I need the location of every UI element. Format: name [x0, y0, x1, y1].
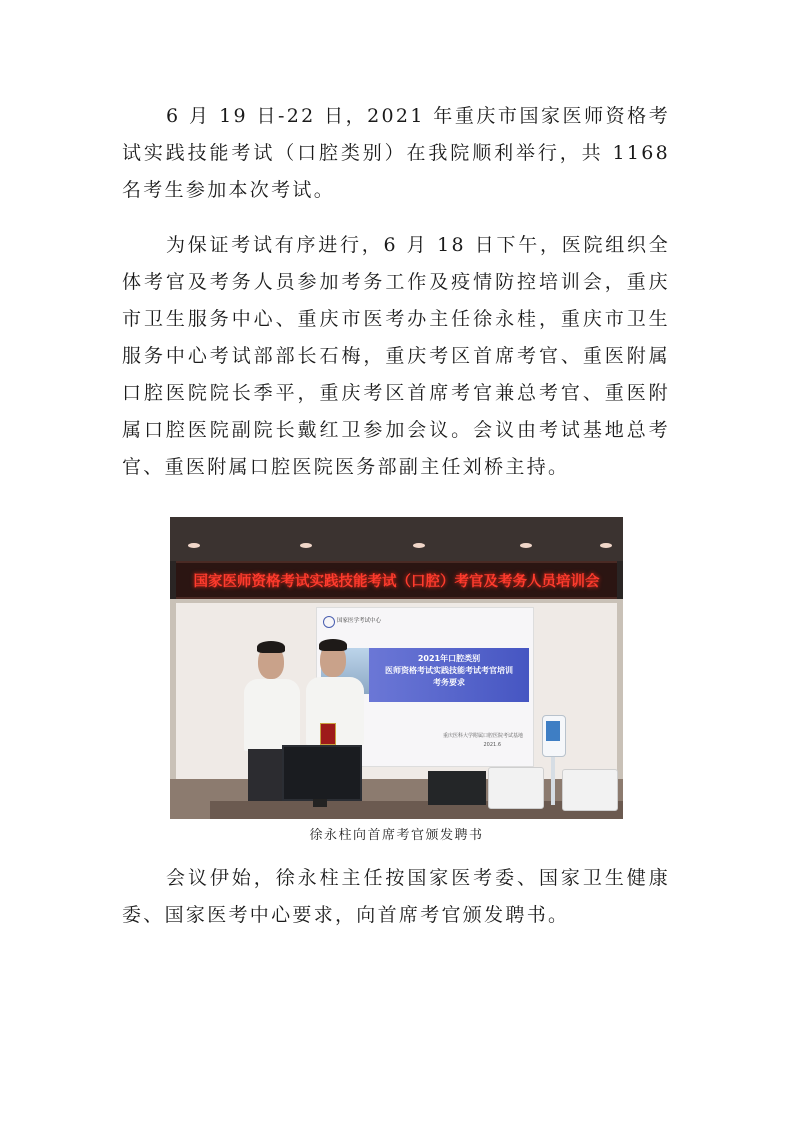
kiosk-stand	[551, 757, 555, 805]
ceiling-lamp	[413, 543, 425, 548]
photo-caption: 徐永柱向首席考官颁发聘书	[309, 828, 484, 843]
computer-monitor	[282, 745, 362, 801]
white-shirt	[244, 679, 300, 751]
ceiling-lamp	[188, 543, 200, 548]
slide-date: 2021.6	[483, 742, 501, 748]
slide-title-line-1: 2021年口腔类别	[417, 654, 481, 663]
ceiling	[170, 517, 623, 561]
hair	[319, 639, 347, 651]
monitor-stand	[313, 799, 327, 807]
laptop	[428, 771, 486, 805]
hair	[257, 641, 285, 653]
paragraph-training-meeting: 为保证考试有序进行，6 月 18 日下午，医院组织全体考官及考务人员参加考务工作及疫情防控培训会，重庆市卫生服务中心、重庆市医考办主任徐永桂，重庆市卫生服务中心考试部部长石梅，重庆考区首席考官、重医附属口腔医院院长季平，重庆考区首席考官兼总考官、重医附属口腔医院副院长戴红卫参加会议。会议由考试基地总考官、重医附属口腔医院医务部副主任刘桥主持。	[122, 234, 670, 478]
certificate	[320, 723, 336, 745]
ceiling-lamp	[600, 543, 612, 548]
slide-title-box	[369, 648, 529, 702]
printer	[562, 769, 618, 811]
banner-text: 国家医师资格考试实践技能考试（口腔）考官及考务人员培训会	[193, 573, 600, 590]
printer	[488, 767, 544, 809]
slide-school-name: 重庆医科大学附属口腔医院考试基地	[442, 733, 523, 739]
paragraph-appointment: 会议伊始，徐永柱主任按国家医考委、国家卫生健康委、国家医考中心要求，向首席考官颁发聘书。	[122, 867, 670, 926]
meeting-photo	[170, 517, 623, 819]
paragraph-exam-summary: 6 月 19 日-22 日，2021 年重庆市国家医师资格考试实践技能考试（口腔类别）在我院顺利举行，共 1168 名考生参加本次考试。	[122, 105, 670, 201]
led-banner	[176, 561, 617, 599]
exam-center-logo-icon	[323, 616, 335, 628]
slide-title-line-2: 医师资格考试实践技能考试考官培训	[385, 666, 513, 675]
ceiling-lamp	[520, 543, 532, 548]
slide-title-line-3: 考务要求	[433, 678, 465, 687]
ceiling-lamp	[300, 543, 312, 548]
slide-org-name: 国家医学考试中心	[337, 618, 382, 624]
kiosk-screen	[546, 721, 560, 741]
